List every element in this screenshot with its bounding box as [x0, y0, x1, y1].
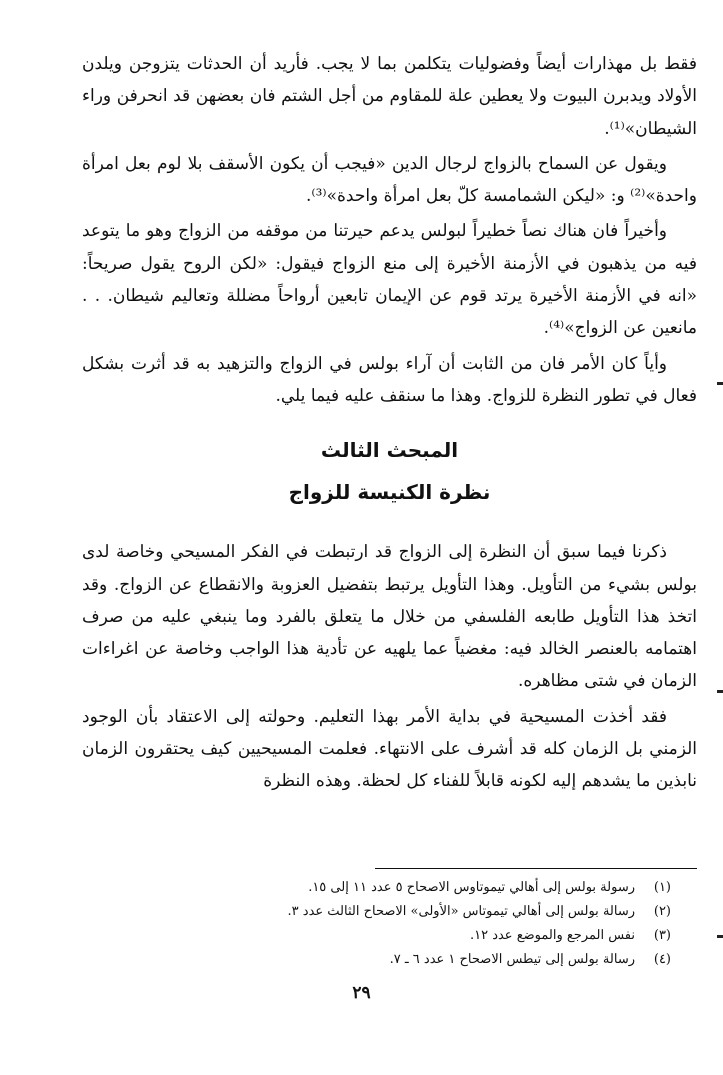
section-subtitle: نظرة الكنيسة للزواج	[288, 480, 491, 505]
section-title: المبحث الثالث	[320, 438, 459, 463]
footnote-number: (٣)	[653, 928, 671, 943]
footnote-text: رسولة بولس إلى أهالي تيموتاوس الاصحاح ٥ عدد ١١ إلى ١٥.	[308, 880, 635, 895]
footnote-text: نفس المرجع والموضع عدد ١٢.	[469, 928, 635, 943]
footnote-item	[111, 876, 671, 900]
paragraph-2: ويقول عن السماح بالزواج لرجال الدين «فيجب أن يكون الأسقف بلا لوم بعل امرأة واحدة»⁽²⁾ و: «ليكن الشمامسة كلّ بعل امرأة واحدة»⁽³⁾.	[82, 153, 697, 207]
paragraph-6: فقد أخذت المسيحية في بداية الأمر بهذا التعليم. وحولته إلى الاعتقاد بأن الوجود الزمني بل الزمان كله قد أشرف على الانتهاء. فعلمت المسيحيين كيف يحتقرون الزمان نابذين ما يشدهم إليه لكونه قابلاً للفناء كل لحظة. وهذه النظرة	[82, 706, 697, 792]
footnote-divider	[375, 868, 697, 869]
footnote-item	[111, 948, 671, 972]
margin-mark	[717, 382, 723, 385]
paragraph-5: ذكرنا فيما سبق أن النظرة إلى الزواج قد ارتبطت في الفكر المسيحي وخاصة لدى بولس بشيء من التأويل. وهذا التأويل يرتبط بتفضيل العزوبة والانقطاع عن الزواج. وقد اتخذ هذا التأويل طابعه الفلسفي من خلال ما يتعلق بالفرد وما ينبغي عليه من صرف اهتمامه بالعنصر الخالد فيه: مغضياً عما يلهيه عن تأدية هذا الواجب وخاصة عن اغراءات الزمان في شتى مظاهره.	[82, 542, 697, 692]
paragraph-1: فقط بل مهذارات أيضاً وفضوليات يتكلمن بما لا يجب. فأريد أن الحدثات يتزوجن ويلدن الأولاد ويدبرن البيوت ولا يعطين علة للمقاوم من أجل الشتم فان بعضهن قد انحرفن وراء الشيطان»⁽¹⁾.	[82, 54, 697, 139]
footnote-number: (٢)	[653, 904, 671, 919]
footnote-item	[111, 900, 671, 924]
margin-mark	[717, 935, 723, 938]
footnote-item	[111, 924, 671, 948]
footnote-number: (٤)	[653, 952, 671, 967]
footnote-text: رسالة بولس إلى تيطس الاصحاح ١ عدد ٦ ـ ٧.	[389, 952, 635, 967]
page-body	[82, 48, 697, 801]
paragraph-3: وأخيراً فان هناك نصاً خطيراً لبولس يدعم حيرتنا من موقفه من الزواج وهو ما يتوعد فيه من يذهبون في الأزمنة الأخيرة إلى منع الزواج فيقول: «لكن الروح يقول صريحاً: «انه في الأزمنة الأخيرة يرتد قوم عن الإيمان تابعين أرواحاً مضللة وتعاليم شيطان. . . مانعين عن الزواج»⁽⁴⁾.	[82, 221, 697, 339]
footnote-number: (١)	[653, 880, 671, 895]
paragraph-4: وأياً كان الأمر فان من الثابت أن آراء بولس في الزواج والتزهيد به قد أثرت بشكل فعال في تطور النظرة للزواج. وهذا ما سنقف عليه فيما يلي.	[82, 353, 697, 406]
margin-mark	[717, 690, 723, 693]
footnote-text: رسالة بولس إلى أهالي تيموتاس «الأولى» الاصحاح الثالث عدد ٣.	[287, 904, 635, 919]
page-number: ٢٩	[352, 983, 371, 1003]
footnotes	[111, 876, 671, 972]
